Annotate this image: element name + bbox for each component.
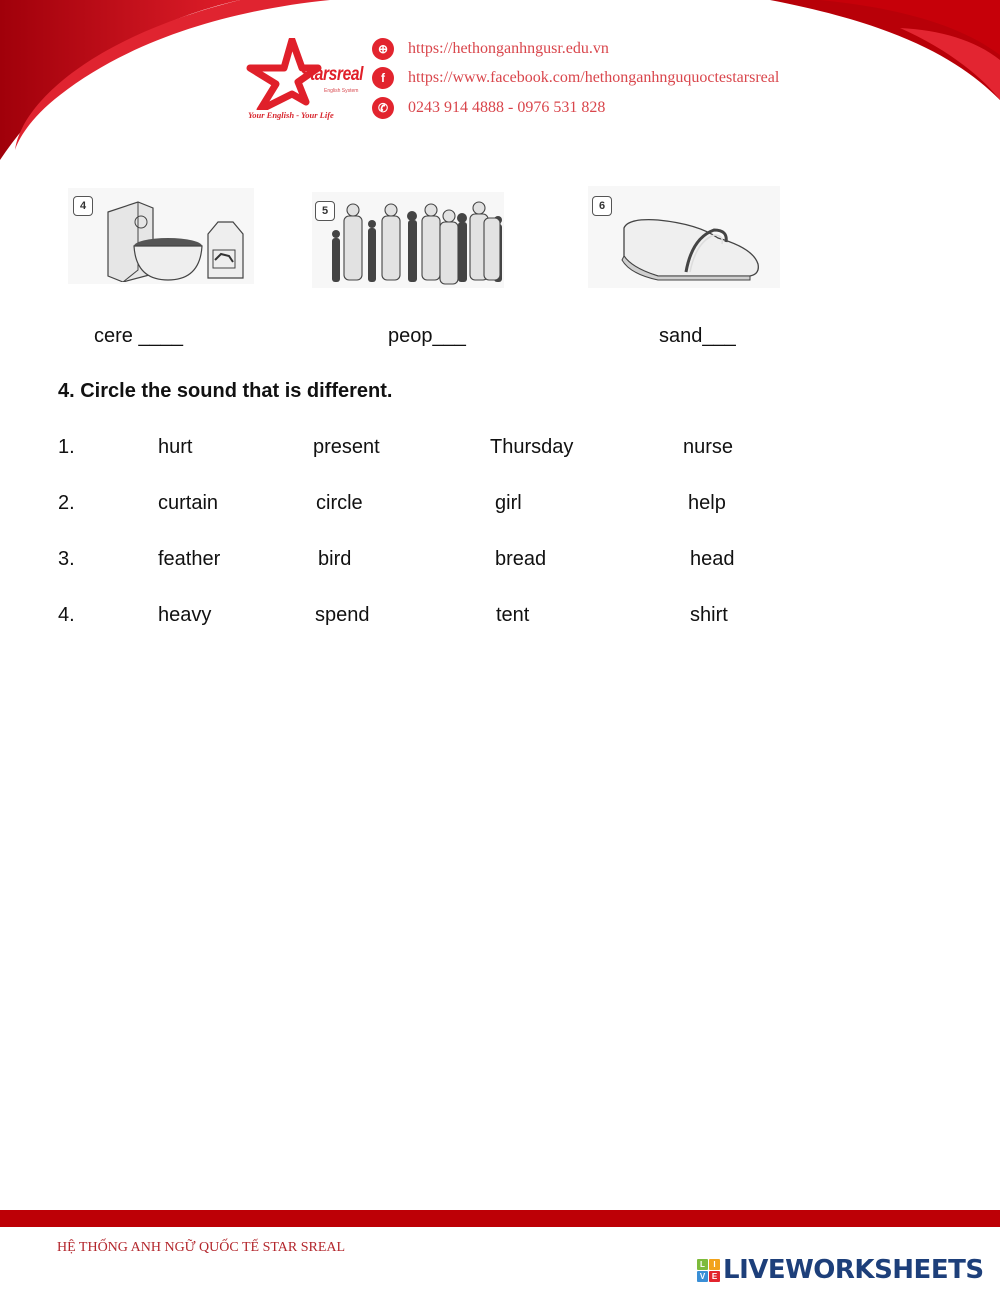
- word-option[interactable]: tent: [496, 604, 530, 626]
- footer-band: [0, 1210, 1000, 1227]
- picture-cereal: [68, 188, 254, 284]
- word-option[interactable]: heavy: [158, 604, 212, 626]
- word-option[interactable]: feather: [158, 548, 221, 570]
- sandal-illustration: [618, 216, 768, 282]
- question-number: 3.: [58, 548, 75, 570]
- word-option[interactable]: circle: [316, 492, 363, 514]
- phone-numbers: 0243 914 4888 - 0976 531 828: [408, 99, 606, 116]
- footer-organization: HỆ THỐNG ANH NGỮ QUỐC TẾ STAR SREAL: [57, 1240, 346, 1255]
- word-option[interactable]: nurse: [683, 436, 734, 458]
- globe-icon: ⊕: [372, 38, 394, 60]
- picture-sandal: [588, 186, 780, 288]
- picture-number: 6: [592, 196, 612, 216]
- word-option[interactable]: Thursday: [490, 436, 574, 458]
- brand-name: Starsreal: [300, 64, 364, 85]
- facebook-link[interactable]: https://www.facebook.com/hethonganhnguquoctestarsreal: [408, 69, 780, 86]
- word-option[interactable]: shirt: [690, 604, 728, 626]
- word-option[interactable]: girl: [495, 492, 522, 514]
- phone-icon: ✆: [372, 97, 394, 119]
- people-illustration: [328, 198, 504, 286]
- word-option[interactable]: curtain: [158, 492, 219, 514]
- word-option[interactable]: hurt: [158, 436, 193, 458]
- question-number: 2.: [58, 492, 75, 514]
- liveworksheets-wordmark: LIVEWORKSHEETS: [723, 1255, 984, 1285]
- picture-people: [312, 192, 504, 288]
- liveworksheets-watermark: [697, 1256, 984, 1284]
- word-option[interactable]: present: [313, 436, 380, 458]
- picture-number: 5: [315, 201, 335, 221]
- logo-block: I: [709, 1259, 720, 1270]
- question-row: [0, 436, 1000, 462]
- exercise-title: 4. Circle the sound that is different.: [58, 380, 393, 402]
- logo-block: L: [697, 1259, 708, 1270]
- word-option[interactable]: spend: [315, 604, 370, 626]
- contact-phone: [372, 97, 605, 119]
- picture-number: 4: [73, 196, 93, 216]
- word-option[interactable]: help: [688, 492, 726, 514]
- word-prompt-cereal: cere ____: [94, 325, 183, 347]
- brand-subtitle: English System: [324, 88, 359, 94]
- question-number: 4.: [58, 604, 75, 626]
- facebook-icon: f: [372, 67, 394, 89]
- logo-block: V: [697, 1271, 708, 1282]
- logo-block: E: [709, 1271, 720, 1282]
- cereal-illustration: [103, 194, 253, 282]
- word-prompt-sandal: sand___: [659, 325, 736, 347]
- question-row: [0, 604, 1000, 630]
- word-option[interactable]: bread: [495, 548, 547, 570]
- word-option[interactable]: bird: [318, 548, 352, 570]
- word-prompt-people: peop___: [388, 325, 466, 347]
- question-row: [0, 492, 1000, 518]
- website-link[interactable]: https://hethonganhngusr.edu.vn: [408, 40, 609, 57]
- contact-website[interactable]: [372, 38, 609, 60]
- question-row: [0, 548, 1000, 574]
- brand-tagline: Your English - Your Life: [248, 110, 334, 120]
- starsreal-logo: [246, 38, 362, 124]
- word-option[interactable]: head: [690, 548, 735, 570]
- question-number: 1.: [58, 436, 75, 458]
- liveworksheets-logo-icon: [697, 1259, 720, 1282]
- contact-facebook[interactable]: [372, 67, 779, 89]
